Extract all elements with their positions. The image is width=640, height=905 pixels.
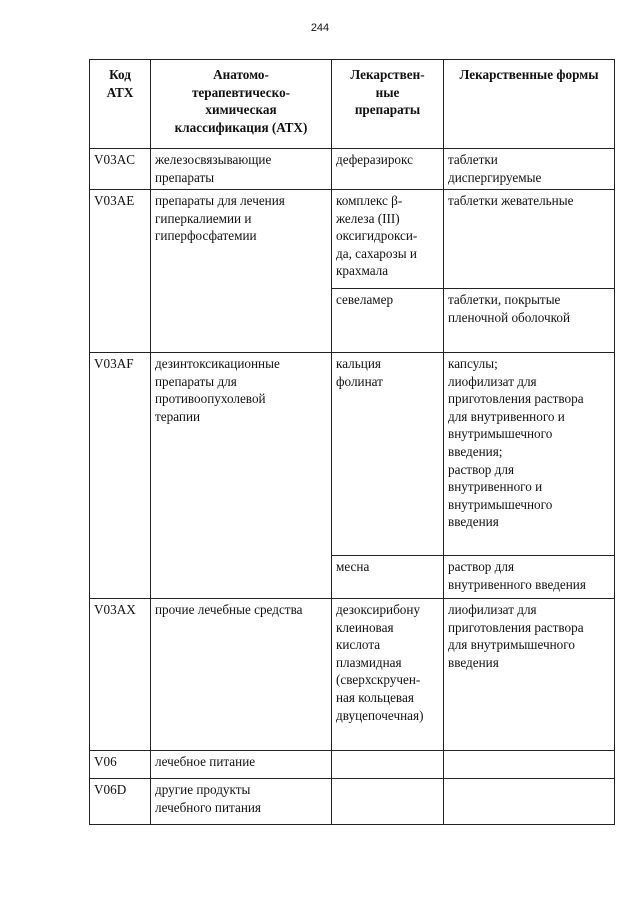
row-code: V03AF bbox=[90, 353, 151, 599]
table-row bbox=[90, 779, 615, 825]
row-code: V03AX bbox=[90, 599, 151, 751]
row-name: железосвязывающие препараты bbox=[151, 149, 332, 190]
row-drug bbox=[332, 779, 444, 825]
row-drug: севеламер bbox=[332, 289, 444, 353]
table-row bbox=[90, 353, 615, 556]
row-drug: дезоксирибону клеиновая кислота плазмидная (сверхскручен- ная кольцевая двуцепочечная) bbox=[332, 599, 444, 751]
row-form: таблетки жевательные bbox=[444, 190, 615, 289]
header-drugs: Лекарствен- ные препараты bbox=[332, 60, 444, 149]
table-header-row bbox=[90, 60, 615, 149]
row-form: таблетки диспергируемые bbox=[444, 149, 615, 190]
table-row bbox=[90, 149, 615, 190]
row-drug: деферазирокс bbox=[332, 149, 444, 190]
row-drug bbox=[332, 751, 444, 779]
row-drug: месна bbox=[332, 556, 444, 599]
row-name: другие продукты лечебного питания bbox=[151, 779, 332, 825]
row-drug: кальция фолинат bbox=[332, 353, 444, 556]
row-form bbox=[444, 779, 615, 825]
header-classification: Анатомо- терапевтическо- химическая классификация (АТХ) bbox=[151, 60, 332, 149]
row-name: препараты для лечения гиперкалиемии и гиперфосфатемии bbox=[151, 190, 332, 353]
header-code: Код АТХ bbox=[90, 60, 151, 149]
table-row bbox=[90, 599, 615, 751]
atx-classification-table bbox=[89, 59, 615, 825]
header-forms: Лекарственные формы bbox=[444, 60, 615, 149]
row-name: прочие лечебные средства bbox=[151, 599, 332, 751]
row-form: таблетки, покрытые пленочной оболочкой bbox=[444, 289, 615, 353]
row-form bbox=[444, 751, 615, 779]
row-drug: комплекс β- железа (III) оксигидрокси- да, сахарозы и крахмала bbox=[332, 190, 444, 289]
row-name: лечебное питание bbox=[151, 751, 332, 779]
row-code: V06 bbox=[90, 751, 151, 779]
table-row bbox=[90, 751, 615, 779]
page-number: 244 bbox=[310, 22, 330, 34]
row-name: дезинтоксикационные препараты для противоопухолевой терапии bbox=[151, 353, 332, 599]
table-row bbox=[90, 190, 615, 289]
row-code: V03AC bbox=[90, 149, 151, 190]
row-form: лиофилизат для приготовления раствора для внутримышечного введения bbox=[444, 599, 615, 751]
row-code: V06D bbox=[90, 779, 151, 825]
row-form: раствор для внутривенного введения bbox=[444, 556, 615, 599]
row-code: V03AE bbox=[90, 190, 151, 353]
row-form: капсулы; лиофилизат для приготовления раствора для внутривенного и внутримышечного введения; раствор для внутривенного и внутримышечного введения bbox=[444, 353, 615, 556]
